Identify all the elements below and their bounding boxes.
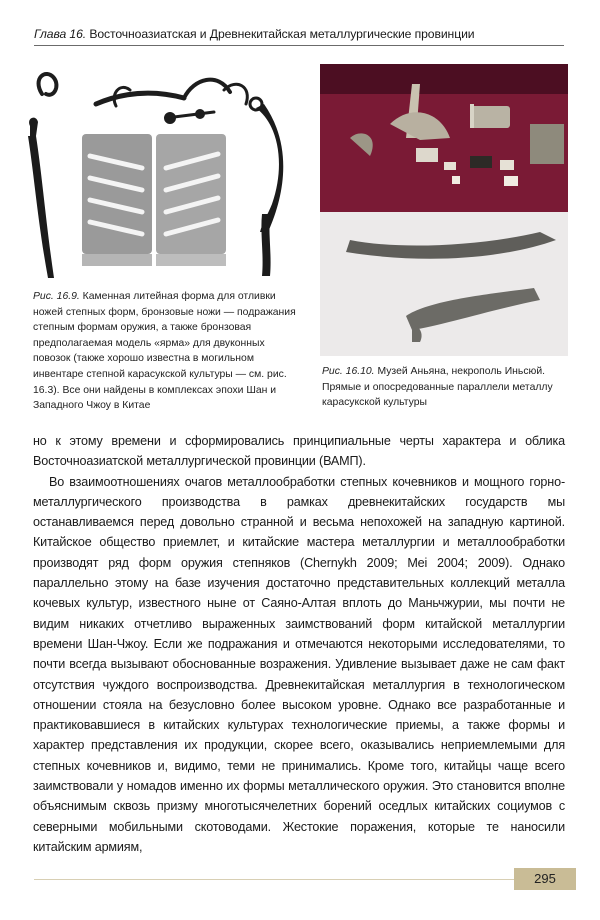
- figure-caption-16-10: [322, 364, 570, 411]
- running-head: [34, 27, 554, 41]
- figure-label-16-10: Рис. 16.10.: [322, 366, 375, 377]
- paragraph-1: но к этому времени и сформировались принципиальные черты характера и облика Восточноазиатской металлургической провинции (ВАМП).: [33, 434, 565, 469]
- header-rule: [34, 45, 564, 46]
- figure-caption-text-16-10: Музей Аньяна, некрополь Иньсюй. Прямые и опосредованные параллели металлу карасукской культуры: [322, 366, 553, 409]
- chapter-title: Восточноазиатская и Древнекитайская металлургические провинции: [86, 27, 475, 41]
- figure-caption-text-16-9: Каменная литейная форма для отливки ножей степных форм, бронзовые ножи — подражания степным формам оружия, а также бронзовая предполагаемая модель «ярма» для двуконных повозок (также хорошо известна в могильном инвентаре степной карасукской культуры — см. рис. 16.3). Все они найдены в комплексах эпохи Шан и Западного Чжоу в Китае: [33, 291, 296, 412]
- page-number: 295: [514, 868, 576, 890]
- figure-museum-photo: [320, 64, 568, 356]
- paragraph-2: Во взаимоотношениях очагов металлообработки степных кочевников и мощного горно-металлургического производства в рамках древнекитайских государств мы останавливаемся перед довольно странной и весьма непохожей на западную картиной. Китайское общество приемлет, и китайские мастера металлургии и металлообработки производят ряд форм оружия степняков (Chernykh 2009; Mei 2004; 2009). Однако параллельно этому на базе изучения достаточно представительных коллекций металла кочевых культур, известного ныне от Саяно-Алтая вплоть до Маньчжурии, мы почти не видим никаких отчетливо выраженных заимствований форм китайской металлургии времени Шан-Чжоу. Если же подражания и отмечаются некоторыми исследователями, то почти всегда вызывают обоснованные возражения. Удивление вызывает даже не сам факт отсутствия чуждого воспроизводства. Древнекитайская металлургия в технологическом отношении стояла на безусловно более высоком уровне. Однако все разработанные и практиковавшиеся в китайских культурах технологические приемы, а также формы и характер представления их продукции, скорее всего, оказывались неприемлемыми для степных кочевников и, видимо, теми не принимались. Кроме того, китайцы чаще всего заимствовали у номадов именно их формы металлического оружия. Это становится вполне объяснимым сквозь призму многотысячелетних борений оседлых китайских социумов с северными мобильными скотоводами. Жестокие поражения, которые те наносили китайским армиям,: [33, 474, 565, 854]
- figure-mould-knives-image: [24, 64, 306, 284]
- curved-knife-left: [28, 118, 54, 278]
- figure-label-16-9: Рис. 16.9.: [33, 291, 80, 302]
- figure-caption-16-9: [33, 289, 305, 414]
- main-text: [33, 431, 565, 857]
- footer-rule: [34, 879, 514, 880]
- yoke-model-drawing: [39, 74, 248, 122]
- chapter-label: Глава 16.: [34, 27, 87, 41]
- curved-knife-right: [250, 98, 283, 276]
